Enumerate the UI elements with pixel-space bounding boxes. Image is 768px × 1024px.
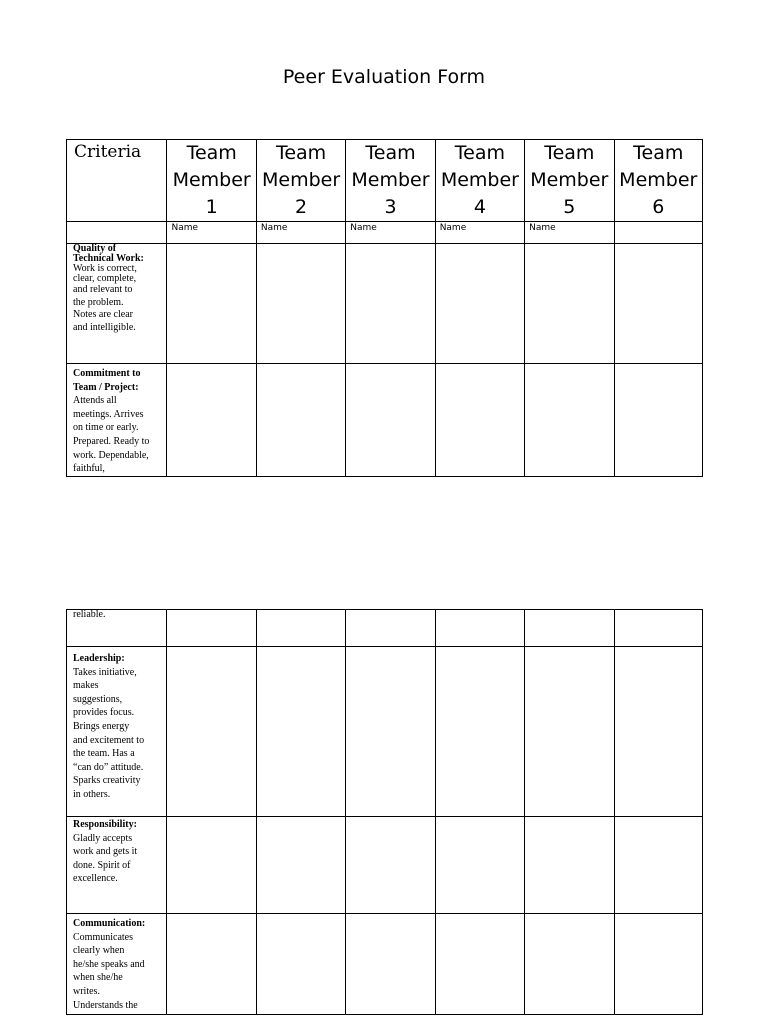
- criteria-quality-desc-4: the problem.: [73, 296, 124, 308]
- criteria-quality-cell: [67, 244, 167, 364]
- score-cell[interactable]: [346, 244, 435, 364]
- score-cell[interactable]: [614, 914, 703, 1015]
- criteria-leadership-desc-1: Takes initiative,: [73, 666, 137, 678]
- criteria-commitment-desc-4: Prepared. Ready to: [73, 435, 150, 447]
- score-cell[interactable]: [256, 914, 345, 1015]
- member-1-name-field[interactable]: Name: [167, 222, 256, 244]
- header-row: [67, 140, 703, 222]
- criteria-continued-text: reliable.: [73, 609, 106, 620]
- score-cell[interactable]: [435, 364, 524, 477]
- criteria-leadership-desc-6: and excitement to: [73, 734, 145, 746]
- criteria-quality-desc-6: and intelligible.: [73, 321, 136, 333]
- criteria-leadership-desc-9: Sparks creativity: [73, 775, 141, 787]
- score-cell[interactable]: [256, 817, 345, 914]
- member-4-word2: Member: [440, 169, 519, 191]
- score-cell[interactable]: [435, 914, 524, 1015]
- criteria-row-continued: [67, 610, 703, 647]
- score-cell[interactable]: [256, 364, 345, 477]
- criteria-communication-desc-2: clearly when: [73, 945, 125, 957]
- score-cell[interactable]: [525, 647, 614, 817]
- member-2-number: 2: [295, 196, 308, 218]
- member-5-name-field[interactable]: Name: [525, 222, 614, 244]
- criteria-communication-title: Communication:: [73, 918, 146, 929]
- score-cell[interactable]: [167, 647, 256, 817]
- member-4-word1: Team: [454, 142, 505, 164]
- criteria-leadership-title: Leadership:: [73, 653, 125, 664]
- member-6-word2: Member: [619, 169, 698, 191]
- member-2-word2: Member: [262, 169, 341, 191]
- criteria-leadership-desc-10: in others.: [73, 788, 111, 800]
- criteria-communication-cell: [67, 914, 167, 1015]
- evaluation-table-part-1: [66, 139, 703, 477]
- criteria-commitment-cell: [67, 364, 167, 477]
- score-cell[interactable]: [256, 647, 345, 817]
- member-3-word2: Member: [351, 169, 430, 191]
- criteria-leadership-desc-3: suggestions,: [73, 693, 123, 705]
- criteria-row-responsibility: [67, 817, 703, 914]
- criteria-quality-desc-2: clear, complete,: [73, 273, 137, 284]
- score-cell[interactable]: [525, 914, 614, 1015]
- criteria-row-quality: [67, 244, 703, 364]
- member-1-number: 1: [205, 196, 218, 218]
- criteria-commitment-desc-6: faithful,: [73, 463, 105, 475]
- score-cell[interactable]: [167, 914, 256, 1015]
- score-cell[interactable]: [614, 244, 703, 364]
- score-cell[interactable]: [525, 610, 614, 647]
- criteria-leadership-desc-5: Brings energy: [73, 720, 130, 732]
- member-2-word1: Team: [275, 142, 327, 164]
- member-1-header: [167, 140, 256, 222]
- score-cell[interactable]: [435, 610, 524, 647]
- member-4-header: [435, 140, 524, 222]
- score-cell[interactable]: [346, 364, 435, 477]
- criteria-commitment-desc-5: work. Dependable,: [73, 449, 149, 461]
- criteria-communication-desc-5: writes.: [73, 985, 100, 997]
- criteria-commitment-desc-3: on time or early.: [73, 422, 139, 434]
- member-5-word1: Team: [544, 142, 595, 164]
- criteria-responsibility-desc-2: work and gets it: [73, 846, 138, 858]
- name-row-criteria-cell: [67, 222, 167, 244]
- score-cell[interactable]: [346, 647, 435, 817]
- page-title: Peer Evaluation Form: [282, 66, 486, 88]
- criteria-quality-desc-5: Notes are clear: [73, 309, 133, 320]
- score-cell[interactable]: [614, 364, 703, 477]
- score-cell[interactable]: [167, 610, 256, 647]
- criteria-quality-title-2: Technical Work:: [73, 253, 144, 264]
- score-cell[interactable]: [614, 610, 703, 647]
- criteria-row-commitment: [67, 364, 703, 477]
- score-cell[interactable]: [167, 817, 256, 914]
- criteria-row-leadership: [67, 647, 703, 817]
- member-5-number: 5: [563, 196, 576, 218]
- criteria-communication-desc-3: he/she speaks and: [73, 958, 145, 970]
- member-3-word1: Team: [365, 142, 416, 164]
- name-row: [67, 222, 703, 244]
- criteria-leadership-desc-4: provides focus.: [73, 707, 135, 719]
- member-5-header: [525, 140, 614, 222]
- criteria-header: Criteria: [67, 140, 167, 222]
- score-cell[interactable]: [614, 647, 703, 817]
- criteria-quality-title-1: Quality of: [73, 243, 117, 254]
- member-2-name-field[interactable]: Name: [256, 222, 345, 244]
- criteria-responsibility-desc-3: done. Spirit of: [73, 859, 131, 871]
- score-cell[interactable]: [346, 817, 435, 914]
- score-cell[interactable]: [435, 817, 524, 914]
- score-cell[interactable]: [525, 244, 614, 364]
- score-cell[interactable]: [167, 364, 256, 477]
- criteria-commitment-title-1: Commitment to: [73, 368, 141, 379]
- criteria-quality-desc-1: Work is correct,: [73, 263, 137, 274]
- member-2-header: [256, 140, 345, 222]
- criteria-leadership-desc-8: “can do” attitude.: [73, 761, 144, 773]
- score-cell[interactable]: [256, 244, 345, 364]
- score-cell[interactable]: [346, 610, 435, 647]
- score-cell[interactable]: [614, 817, 703, 914]
- member-4-name-field[interactable]: Name: [435, 222, 524, 244]
- criteria-communication-desc-6: Understands the: [73, 999, 138, 1011]
- criteria-responsibility-desc-1: Gladly accepts: [73, 832, 133, 844]
- member-4-number: 4: [473, 196, 486, 218]
- score-cell[interactable]: [256, 610, 345, 647]
- criteria-responsibility-cell: [67, 817, 167, 914]
- member-3-header: [346, 140, 435, 222]
- criteria-commitment-desc-2: meetings. Arrives: [73, 408, 144, 420]
- criteria-row-communication: [67, 914, 703, 1015]
- criteria-communication-desc-4: when she/he: [73, 972, 123, 984]
- criteria-commitment-desc-1: Attends all: [73, 395, 117, 407]
- member-1-word2: Member: [172, 169, 251, 191]
- member-6-name-field[interactable]: [614, 222, 703, 244]
- criteria-leadership-desc-2: makes: [73, 680, 99, 692]
- member-3-name-field[interactable]: Name: [346, 222, 435, 244]
- criteria-leadership-desc-7: the team. Has a: [73, 748, 135, 760]
- member-1-word1: Team: [186, 142, 237, 164]
- criteria-responsibility-title: Responsibility:: [73, 819, 137, 830]
- evaluation-table-part-2: [66, 609, 703, 1015]
- member-3-number: 3: [384, 196, 397, 218]
- score-cell[interactable]: [525, 817, 614, 914]
- score-cell[interactable]: [435, 244, 524, 364]
- score-cell[interactable]: [346, 914, 435, 1015]
- criteria-responsibility-desc-4: excellence.: [73, 873, 118, 885]
- score-cell[interactable]: [525, 364, 614, 477]
- criteria-commitment-title-2: Team / Project:: [73, 381, 139, 393]
- criteria-communication-desc-1: Communicates: [73, 931, 133, 943]
- score-cell[interactable]: [167, 244, 256, 364]
- criteria-continued-cell: [67, 610, 167, 647]
- member-6-header: [614, 140, 703, 222]
- score-cell[interactable]: [435, 647, 524, 817]
- criteria-leadership-cell: [67, 647, 167, 817]
- member-5-word2: Member: [530, 169, 609, 191]
- member-6-word1: Team: [633, 142, 684, 164]
- criteria-quality-desc-3: and relevant to: [73, 284, 133, 295]
- member-6-number: 6: [652, 196, 665, 218]
